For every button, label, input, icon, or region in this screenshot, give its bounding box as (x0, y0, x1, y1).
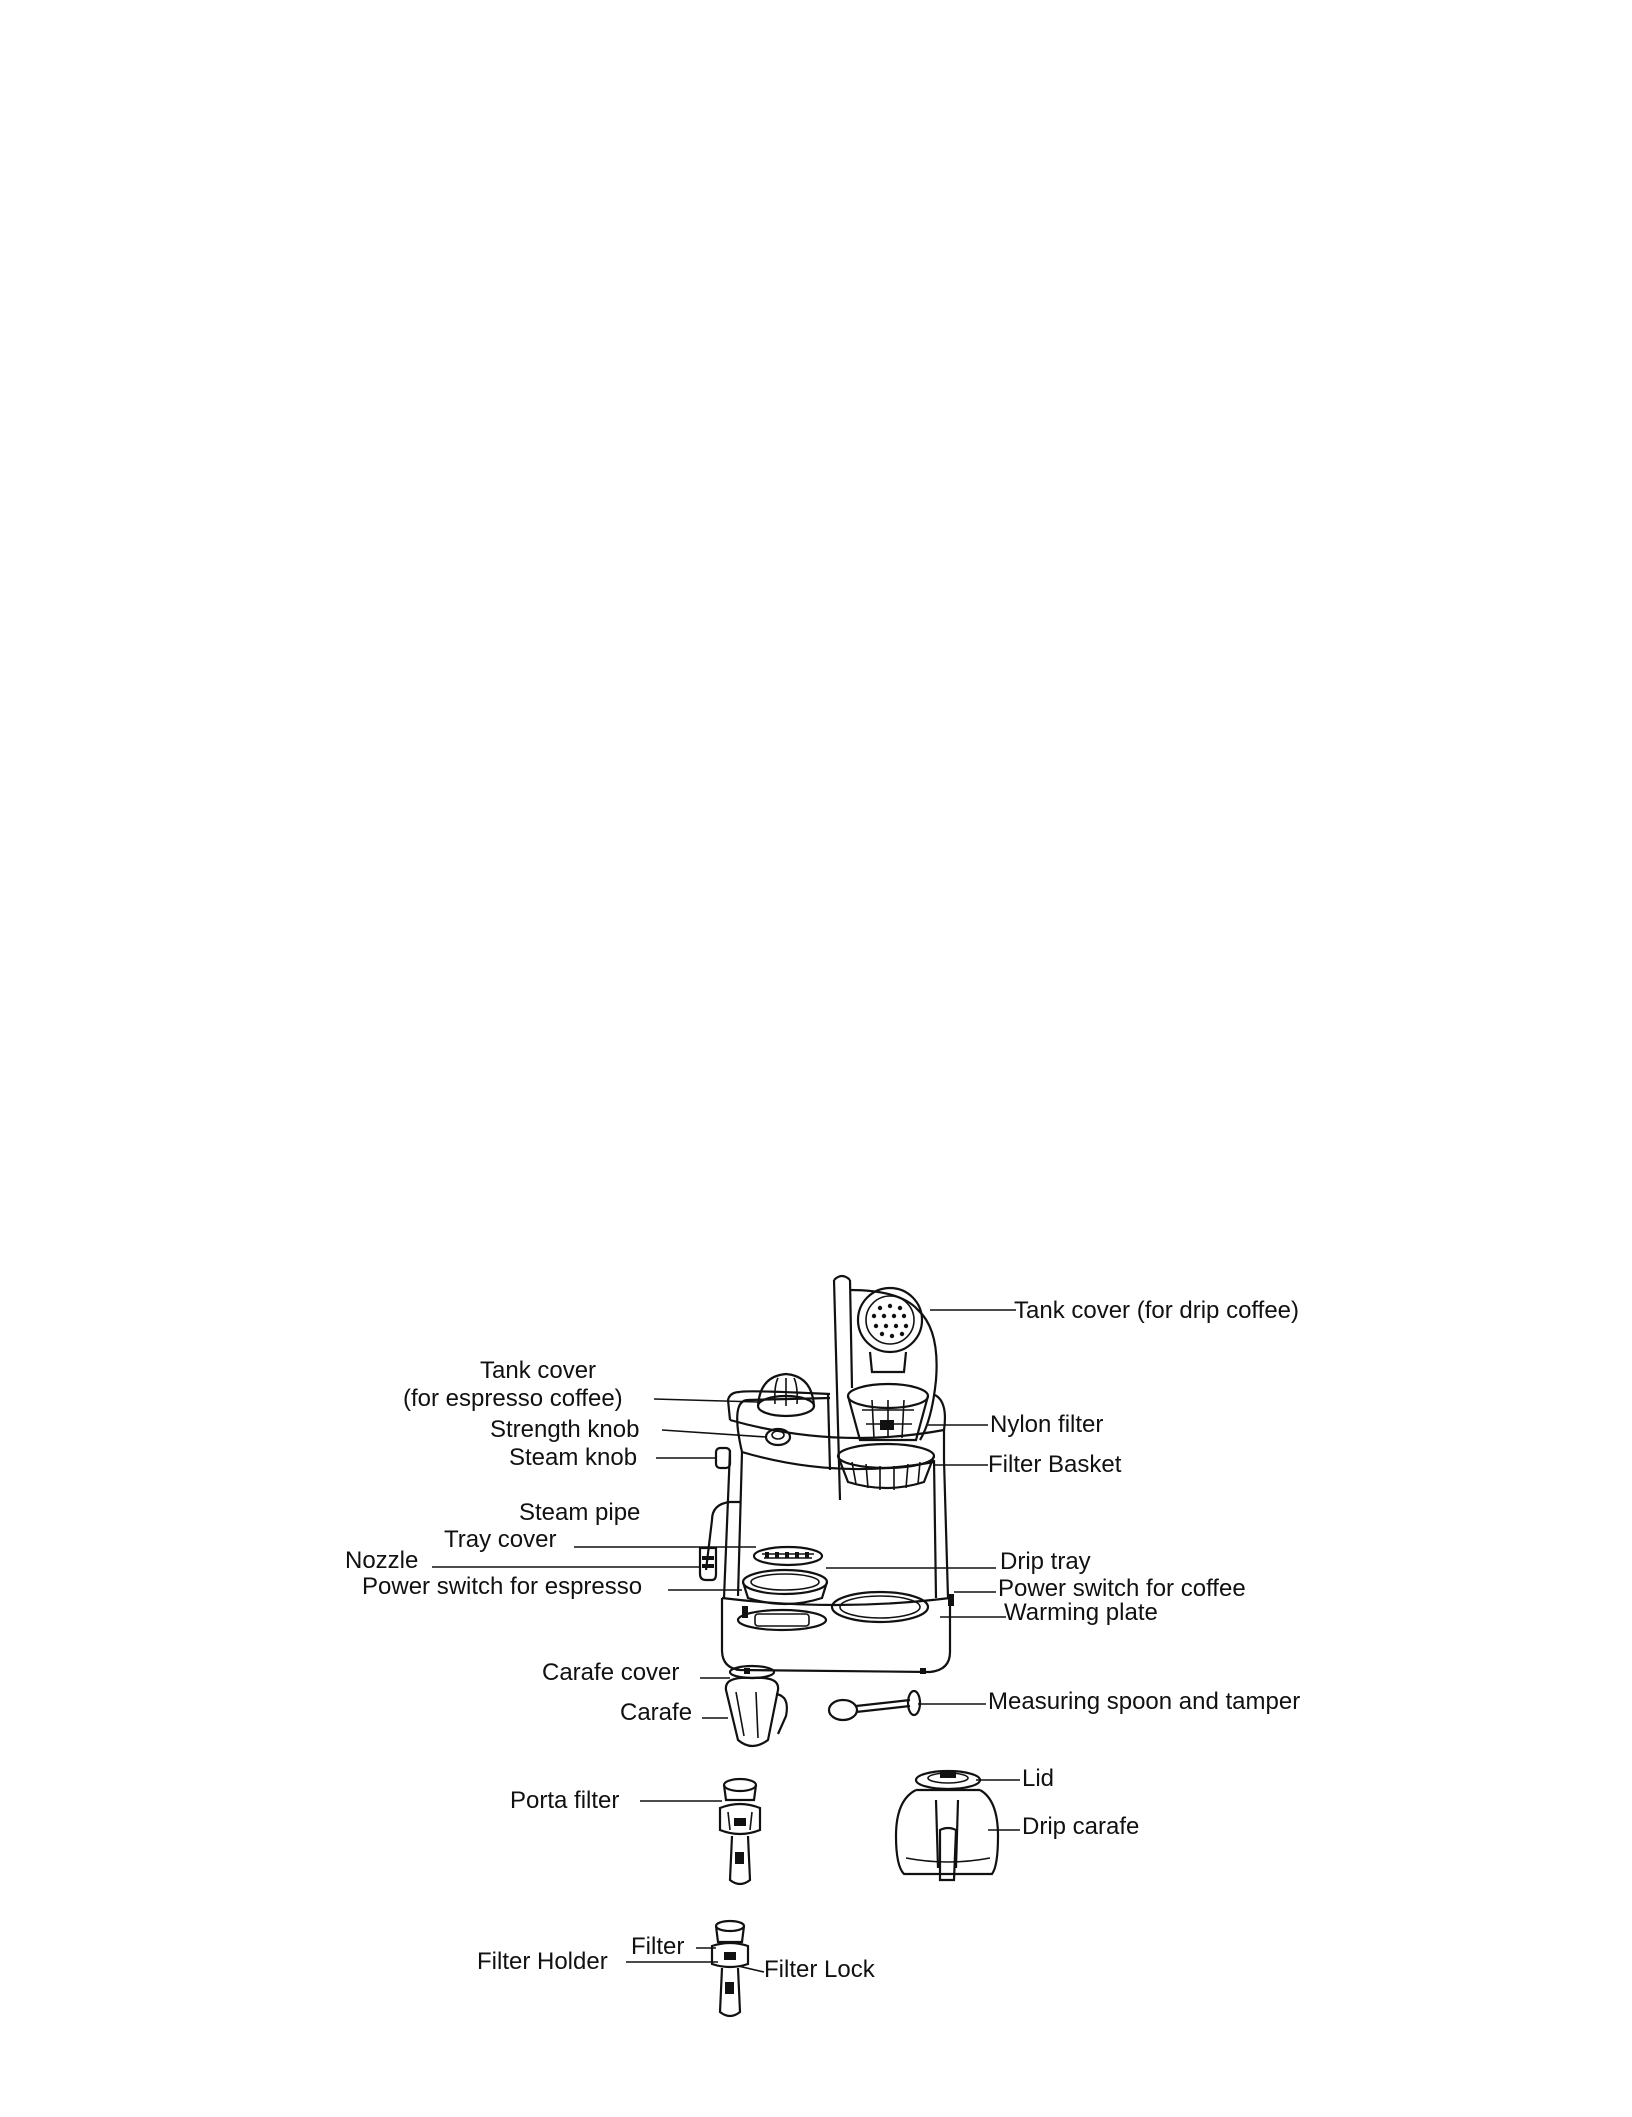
label-strength-knob: Strength knob (490, 1416, 640, 1443)
filter-assembly-drawing (712, 1921, 748, 2016)
label-drip-tray: Drip tray (1000, 1548, 1091, 1575)
label-power-switch-espresso: Power switch for espresso (362, 1573, 643, 1600)
label-tank-cover-espresso-line2: (for espresso coffee) (403, 1385, 623, 1412)
small-carafe-drawing (726, 1666, 787, 1746)
label-drip-carafe: Drip carafe (1022, 1813, 1140, 1840)
label-power-switch-coffee: Power switch for coffee (998, 1575, 1246, 1602)
label-warming-plate: Warming plate (1004, 1599, 1158, 1626)
label-filter-lock: Filter Lock (764, 1956, 875, 1983)
drip-tank-and-lid (834, 1276, 937, 1500)
drip-carafe-drawing (896, 1771, 998, 1880)
label-measuring-spoon: Measuring spoon and tamper (988, 1688, 1301, 1715)
label-tank-cover-espresso-line1: Tank cover (480, 1357, 597, 1384)
label-carafe: Carafe (620, 1699, 693, 1726)
label-tank-cover-drip: Tank cover (for drip coffee) (1014, 1297, 1300, 1324)
measuring-spoon-drawing (829, 1691, 920, 1720)
label-steam-pipe: Steam pipe (519, 1499, 641, 1526)
label-filter-basket: Filter Basket (988, 1451, 1122, 1478)
label-filter: Filter (631, 1933, 685, 1960)
porta-filter-drawing (720, 1779, 760, 1884)
label-nozzle: Nozzle (345, 1547, 419, 1574)
label-nylon-filter: Nylon filter (990, 1411, 1104, 1438)
label-filter-holder: Filter Holder (477, 1948, 608, 1975)
part-labels (345, 1297, 1300, 1983)
label-porta-filter: Porta filter (510, 1787, 620, 1814)
label-lid: Lid (1022, 1765, 1055, 1792)
coffee-machine-body (700, 1374, 954, 1674)
label-steam-knob: Steam knob (509, 1444, 638, 1471)
label-carafe-cover: Carafe cover (542, 1659, 680, 1686)
label-tray-cover: Tray cover (444, 1526, 557, 1553)
